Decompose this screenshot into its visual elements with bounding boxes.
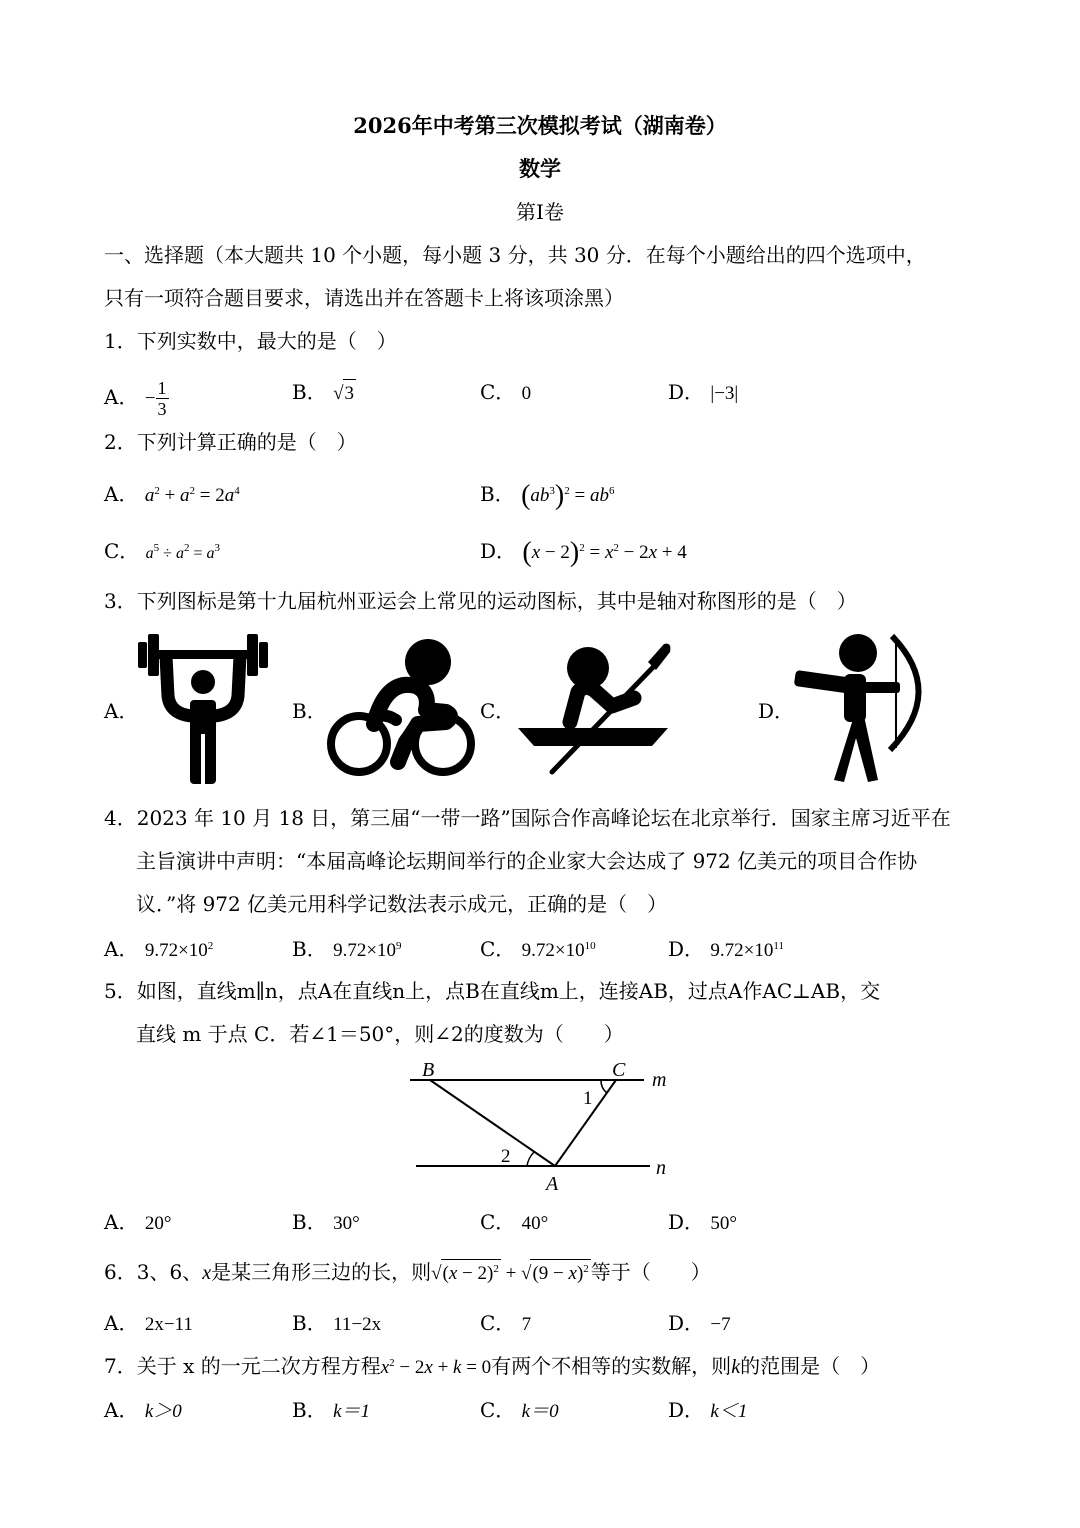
q4-stem-line1: 4．2023 年 10 月 18 日，第三届“一带一路”国际合作高峰论坛在北京举行．国家主席习近平在 (104, 806, 951, 830)
q6-stem: 6．3、6、x是某三角形三边的长，则$√(x - 2)^2 + √(9 - x)^2$ 等于（ ） (104, 1258, 711, 1288)
option-label: B． (292, 937, 327, 961)
q5-option-a: A． 20° (104, 1210, 172, 1234)
q4-option-b: B． $9.72\times 10^9$ (292, 937, 402, 961)
volume-title: 第Ⅰ卷 (516, 200, 564, 224)
archery-icon (794, 632, 936, 782)
option-label: C． (480, 1398, 516, 1422)
label-point-a: A (546, 1173, 559, 1195)
formula: $(x - 2)^2 = x^2 - 2x + 4$ (522, 537, 687, 568)
formula: $(ab^3)^2 = ab^6$ (521, 480, 615, 511)
label-point-b: B (422, 1059, 435, 1081)
formula: $a^5 \div a^2 = a^3$ (145, 542, 220, 562)
q1-option-c: C． 0 (480, 380, 532, 404)
q3-label-d: D． (758, 699, 795, 723)
option-label: A． (104, 1210, 139, 1234)
q7-option-b: B． k＝1 (292, 1398, 370, 1422)
option-label: B． (292, 1210, 327, 1234)
formula: $a^2 + a^2 = 2a^4$ (144, 485, 240, 506)
option-label: C． (480, 1311, 516, 1335)
option-label: B． (292, 1311, 327, 1335)
option-label: C． (480, 937, 516, 961)
option-label: D． (480, 539, 517, 563)
formula: $√(x - 2)^2 + √(9 - x)^2$ (431, 1263, 591, 1284)
q4-option-d: D． $9.72\times 10^{11}$ (668, 937, 784, 961)
q5-option-d: D． 50° (668, 1210, 738, 1234)
q7-option-a: A． k＞0 (104, 1398, 182, 1422)
q2-option-b (480, 480, 614, 510)
fraction: $\frac{1}{3}$ (157, 378, 167, 419)
q5-option-b: B． 30° (292, 1210, 360, 1234)
label-angle-2: 2 (501, 1146, 511, 1167)
q3-label-b: B． (292, 699, 327, 723)
q5-stem-line2: 直线 m 于点 C．若∠1＝50°，则∠2的度数为（ ） (136, 1022, 624, 1046)
option-label: D． (668, 1398, 705, 1422)
option-label: A． (104, 1311, 139, 1335)
rowing-icon (514, 640, 672, 774)
option-label: B． (292, 1398, 327, 1422)
q6-option-a: A． 2x−11 (104, 1311, 193, 1335)
parallel-lines-figure (400, 1056, 700, 1196)
q6-option-d: D． −7 (668, 1311, 731, 1335)
option-label: D． (668, 937, 705, 961)
label-line-m: m (652, 1069, 667, 1091)
option-label: D． (668, 1311, 705, 1335)
formula: $x^2 - 2x + k = 0$ (380, 1357, 492, 1378)
option-label: D． (668, 1210, 705, 1234)
q7-stem: 7．关于 x 的一元二次方程方程$x^2 - 2x + k = 0$有两个不相等的实数解，则k的范围是（ ） (104, 1354, 881, 1378)
weightlifting-icon (136, 632, 270, 784)
q2-stem: 2．下列计算正确的是（ ） (104, 430, 357, 454)
option-label: C． (480, 380, 516, 404)
label-line-n: n (656, 1157, 666, 1179)
q4-option-a: A． $9.72\times 10^2$ (104, 937, 214, 961)
q2-option-d (480, 537, 687, 567)
q7-option-d: D． k＜1 (668, 1398, 748, 1422)
q4-stem-line2: 主旨演讲中声明：“本届高峰论坛期间举行的企业家大会达成了 972 亿美元的项目合作协 (136, 849, 918, 873)
q6-option-c: C． 7 (480, 1311, 532, 1335)
cycling-icon (326, 638, 478, 778)
option-label: B． (292, 380, 327, 404)
q1-stem: 1．下列实数中，最大的是（ ） (104, 329, 397, 353)
option-label: C． (104, 539, 140, 563)
label-point-c: C (612, 1059, 626, 1081)
q1-option-a: A． − $\frac{1}{3}$ (104, 378, 167, 419)
q3-label-c: C． (480, 699, 516, 723)
q1-option-d: D． |−3| (668, 380, 739, 404)
option-label: A． (104, 482, 139, 506)
q2-option-c (104, 537, 220, 568)
q5-stem-line1: 5．如图，直线m∥n，点A在直线n上，点B在直线m上，连接AB，过点A作AC⊥AB，交 (104, 979, 881, 1003)
option-label: A． (104, 1398, 139, 1422)
option-label: C． (480, 1210, 516, 1234)
option-label: A． (104, 385, 139, 409)
q2-option-a (104, 480, 240, 510)
q4-stem-line3: 议．”将 972 亿美元用科学记数法表示成元，正确的是（ ） (136, 892, 668, 916)
q1-option-b: B． √3 (292, 378, 356, 408)
section-instructions-line1: 一、选择题（本大题共 10 个小题，每小题 3 分，共 30 分．在每个小题给出的四个选项中， (104, 243, 926, 267)
exam-title: 2026年中考第三次模拟考试（湖南卷） (353, 113, 727, 138)
option-label: D． (668, 380, 705, 404)
q4-option-c: C． $9.72\times 10^{10}$ (480, 937, 596, 961)
q7-option-c: C． k＝0 (480, 1398, 559, 1422)
q6-option-b: B． 11−2x (292, 1311, 382, 1335)
section-instructions-line2: 只有一项符合题目要求，请选出并在答题卡上将该项涂黑） (104, 286, 624, 310)
label-angle-1: 1 (583, 1088, 593, 1109)
subject-title: 数学 (519, 156, 561, 181)
option-label: A． (104, 937, 139, 961)
q3-stem: 3．下列图标是第十九届杭州亚运会上常见的运动图标，其中是轴对称图形的是（ ） (104, 589, 857, 613)
q3-label-a: A． (104, 699, 139, 723)
option-label: B． (480, 482, 515, 506)
q5-option-c: C． 40° (480, 1210, 549, 1234)
